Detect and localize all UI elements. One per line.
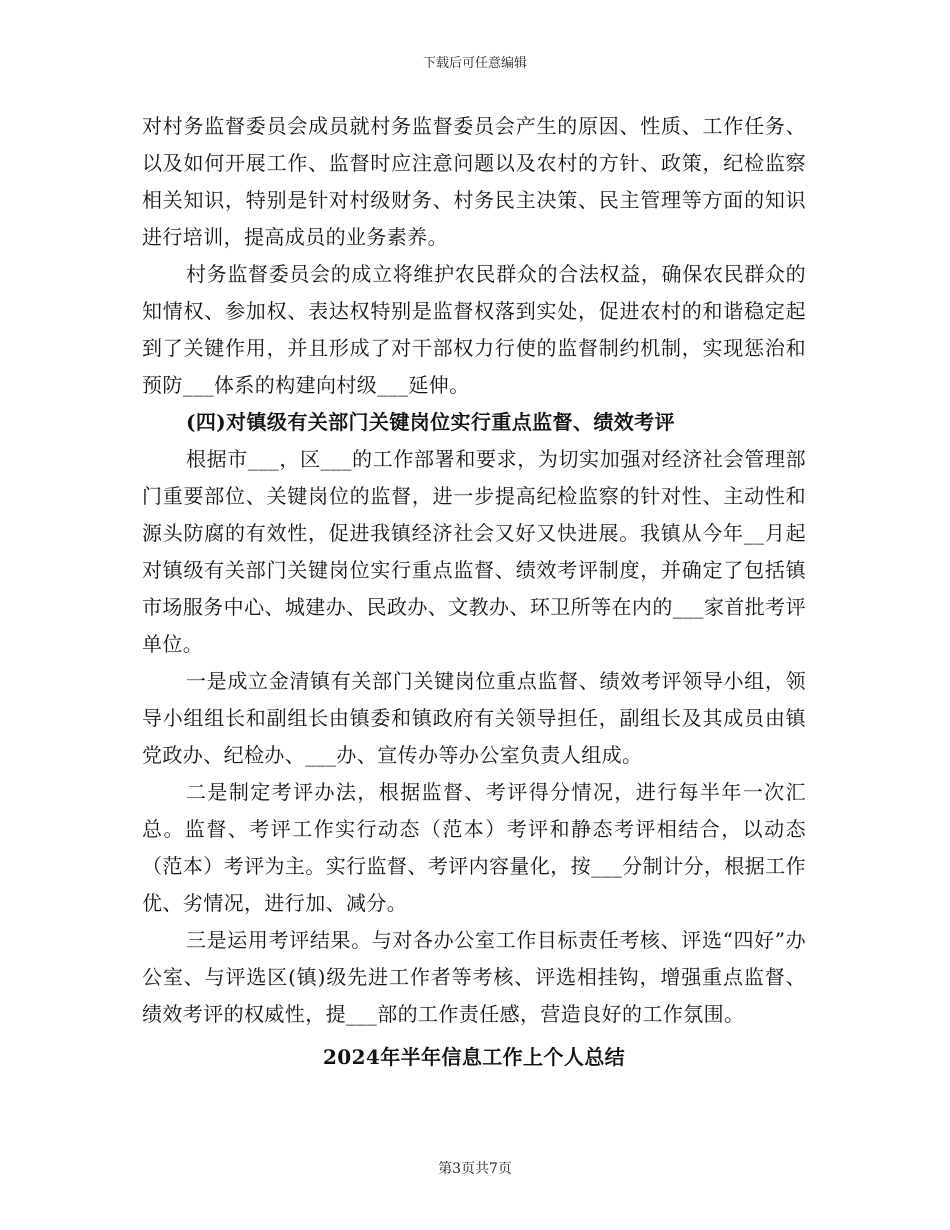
paragraph-committee-role: 村务监督委员会的成立将维护农民群众的合法权益，确保农民群众的知情权、参加权、表达权特别是监督权落到实处，促进农村的和谐稳定起到了关键作用，并且形成了对干部权力行使的监督制约机制，实现惩治和预防___体系的构建向村级___延伸。 [142, 262, 806, 397]
paragraph-work-plan: 根据市___，区___的工作部署和要求，为切实加强对经济社会管理部门重要部位、关键岗位的监督，进一步提高纪检监察的针对性、主动性和源头防腐的有效性，促进我镇经济社会又好又快进展。我镇从今年__月起对镇级有关部门关键岗位实行重点监督、绩效考评制度，并确定了包括镇市场服务中心、城建办、民政办、文教办、环卫所等在内的___家首批考评单位。 [142, 447, 806, 656]
document-title: 2024年半年信息工作上个人总结 [322, 1045, 626, 1069]
page-header-note: 下载后可任意编辑 [422, 56, 527, 71]
paragraph-point-three: 三是运用考评结果。与对各办公室工作目标责任考核、评选“四好”办公室、与评选区(镇)级先进工作者等考核、评选相挂钩，增强重点监督、绩效考评的权威性，提___部的工作责任感，营造良好的工作氛围。 [142, 928, 806, 1026]
paragraph-point-two: 二是制定考评办法，根据监督、考评得分情况，进行每半年一次汇总。监督、考评工作实行动态（范本）考评和静态考评相结合，以动态（范本）考评为主。实行监督、考评内容量化，按___分制计分，根据工作优、劣情况，进行加、减分。 [142, 780, 806, 915]
paragraph-continued-training: 对村务监督委员会成员就村务监督委员会产生的原因、性质、工作任务、以及如何开展工作、监督时应注意问题以及农村的方针、政策，纪检监察相关知识，特别是针对村级财务、村务民主决策、民主管理等方面的知识进行培训，提高成员的业务素养。 [142, 114, 806, 249]
paragraph-point-one: 一是成立金清镇有关部门关键岗位重点监督、绩效考评领导小组，领导小组组长和副组长由镇委和镇政府有关领导担任，副组长及其成员由镇党政办、纪检办、___办、宣传办等办公室负责人组成。 [142, 669, 806, 767]
page-number-footer: 第3页共7页 [438, 1161, 512, 1177]
document-body [142, 108, 806, 1076]
section-heading: (四)对镇级有关部门关键岗位实行重点监督、绩效考评 [186, 410, 675, 434]
